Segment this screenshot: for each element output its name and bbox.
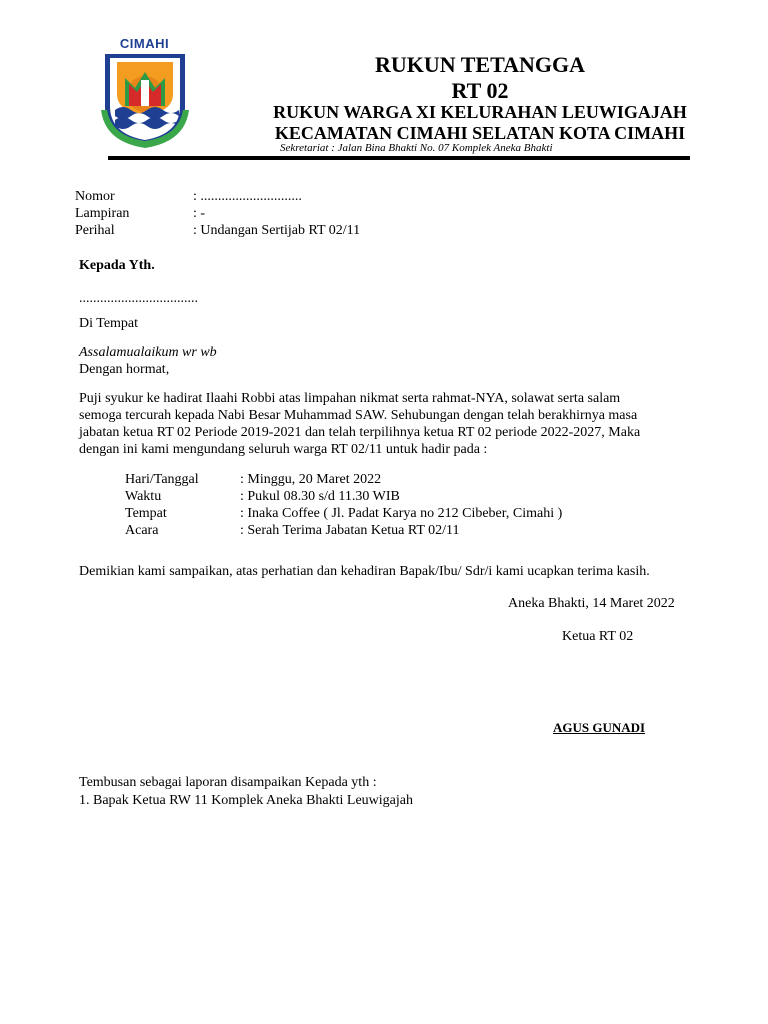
letterhead-subtitle: RT 02 [451,78,509,103]
event-label-time: Waktu [125,489,162,504]
recipient-place: Di Tempat [79,316,139,331]
signer-position: Ketua RT 02 [562,629,634,644]
meta-value-nomor: : ............................. [193,189,302,204]
meta-value-perihal: : Undangan Sertijab RT 02/11 [193,223,361,238]
logo-text: CIMAHI [119,36,170,51]
signer-name: AGUS GUNADI [553,720,646,735]
body-line: jabatan ketua RT 02 Periode 2019-2021 dan telah terpilihnya ketua RT 02 periode 2022-2027, Maka [79,425,641,440]
meta-label-lampiran: Lampiran [75,206,130,221]
event-value-agenda: : Serah Terima Jabatan Ketua RT 02/11 [240,523,460,538]
meta-label-perihal: Perihal [75,223,115,238]
event-value-place: : Inaka Coffee ( Jl. Padat Karya no 212 Cibeber, Cimahi ) [240,506,563,521]
event-value-date: : Minggu, 20 Maret 2022 [240,472,382,487]
header-divider [108,156,690,160]
cc-intro: Tembusan sebagai laporan disampaikan Kepada yth : [79,775,377,790]
event-label-agenda: Acara [125,523,159,538]
recipient-dots: .................................. [79,291,198,306]
city-logo [92,36,197,148]
letterhead-line-1: RUKUN WARGA XI KELURAHAN LEUWIGAJAH [273,102,687,122]
recipient-to: Kepada Yth. [79,258,155,273]
meta-label-nomor: Nomor [75,189,115,204]
greeting-salam: Assalamualaikum wr wb [79,345,217,360]
body-line: semoga tercurah kepada Nabi Besar Muhammad SAW. Sehubungan dengan telah berakhirnya masa [79,408,638,423]
event-label-place: Tempat [125,506,167,521]
letterhead-title: RUKUN TETANGGA [374,52,586,77]
body-line: Puji syukur ke hadirat Ilaahi Robbi atas limpahan nikmat serta rahmat-NYA, solawat serta salam [79,391,621,406]
event-value-time: : Pukul 08.30 s/d 11.30 WIB [240,489,400,504]
letterhead-line-2: KECAMATAN CIMAHI SELATAN KOTA CIMAHI [274,123,686,143]
body-line: dengan ini kami mengundang seluruh warga RT 02/11 untuk hadir pada : [79,442,488,457]
event-label-date: Hari/Tanggal [125,472,199,487]
cimahi-emblem-icon [95,50,195,148]
body-paragraph [79,390,719,458]
greeting-hormat: Dengan hormat, [79,362,170,377]
secretariat-address: Sekretariat : Jalan Bina Bhakti No. 07 Komplek Aneka Bhakti [280,142,553,154]
place-date: Aneka Bhakti, 14 Maret 2022 [508,596,675,611]
closing-sentence: Demikian kami sampaikan, atas perhatian dan kehadiran Bapak/Ibu/ Sdr/i kami ucapkan terima kasih. [79,564,650,579]
meta-value-lampiran: : - [193,206,206,221]
cc-item: 1. Bapak Ketua RW 11 Komplek Aneka Bhakti Leuwigajah [79,793,413,808]
